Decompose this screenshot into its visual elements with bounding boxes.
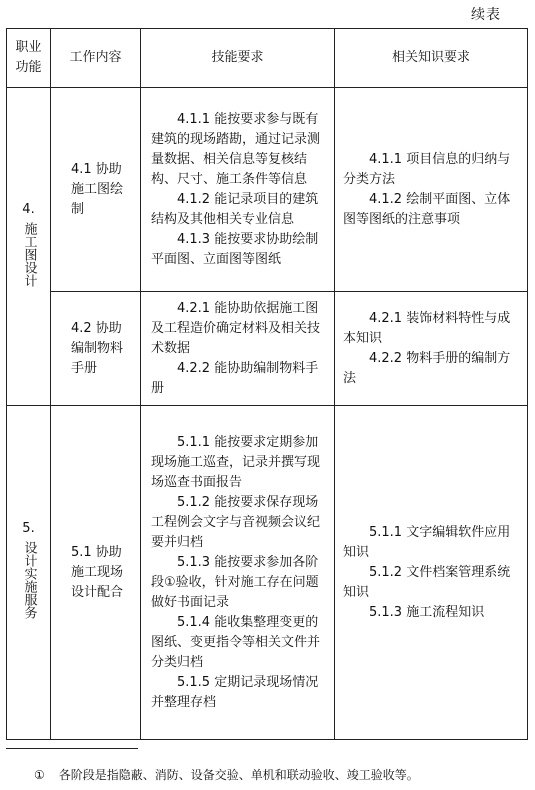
- function-name: 设计实施服务: [21, 541, 37, 619]
- knowledge-item: 5.1.3 施工流程知识: [369, 604, 485, 620]
- function-number: 5.: [22, 521, 35, 536]
- header-row: [7, 29, 528, 88]
- function-cell-4: [7, 88, 51, 406]
- work-cell: 4.2 协助编制物料手册: [51, 292, 141, 406]
- work-cell: 4.1 协助施工图绘制: [51, 88, 141, 292]
- function-number: 4.: [22, 201, 35, 217]
- table-row: [7, 406, 528, 740]
- header-knowledge: 相关知识要求: [335, 29, 528, 88]
- function-name: 施工图设计: [21, 221, 37, 287]
- skill-item: 5.1.5 定期记录现场情况并整理存档: [151, 674, 319, 710]
- header-function: 职业功能: [7, 29, 51, 88]
- skill-item: 4.2.2 能协助编制物料手册: [151, 360, 319, 396]
- skill-cell: [141, 406, 335, 740]
- table-row: [7, 88, 528, 292]
- skills-table: [6, 28, 528, 740]
- continued-label: 续表: [471, 7, 501, 23]
- function-cell-5: [7, 406, 51, 740]
- table-row: [7, 292, 528, 406]
- skill-item: 5.1.1 能按要求定期参加现场施工巡查，记录并撰写现场巡查书面报告: [151, 434, 321, 490]
- knowledge-item: 4.1.2 绘制平面图、立体图等图纸的注意事项: [343, 191, 511, 227]
- skill-cell: [141, 88, 335, 292]
- knowledge-item: 4.2.1 装饰材料特性与成本知识: [343, 310, 511, 346]
- skill-item: 5.1.4 能收集整理变更的图纸、变更指令等相关文件并分类归档: [151, 614, 321, 670]
- skill-item: 5.1.3 能按要求参加各阶段①验收，针对施工存在问题做好书面记录: [151, 554, 319, 610]
- footnote-mark: ①: [34, 768, 45, 782]
- skill-item: 4.2.1 能协助依据施工图及工程造价确定材料及相关技术数据: [151, 300, 321, 356]
- footnote-divider: [6, 748, 138, 749]
- knowledge-item: 4.1.1 项目信息的归纳与分类方法: [343, 151, 511, 187]
- knowledge-item: 5.1.2 文件档案管理系统知识: [343, 564, 511, 600]
- skill-item: 4.1.3 能按要求协助绘制平面图、立面图等图纸: [151, 231, 319, 267]
- knowledge-cell: [335, 292, 528, 406]
- skill-item: 5.1.2 能按要求保存现场工程例会文字与音视频会议纪要并归档: [151, 494, 321, 550]
- header-work: 工作内容: [51, 29, 141, 88]
- knowledge-item: 5.1.1 文字编辑软件应用知识: [343, 524, 511, 560]
- skill-item: 4.1.1 能按要求参与既有建筑的现场踏勘，通过记录测量数据、相关信息等复核结构、尺寸、施工条件等信息: [151, 111, 321, 187]
- knowledge-item: 4.2.2 物料手册的编制方法: [343, 350, 511, 386]
- footnote: [34, 766, 419, 783]
- footnote-text: 各阶段是指隐蔽、消防、设备交验、单机和联动验收、竣工验收等。: [58, 768, 419, 782]
- skill-item: 4.1.2 能记录项目的建筑结构及其他相关专业信息: [151, 191, 319, 227]
- skill-cell: [141, 292, 335, 406]
- work-cell: 5.1 协助施工现场设计配合: [51, 406, 141, 740]
- knowledge-cell: [335, 88, 528, 292]
- header-skill: 技能要求: [141, 29, 335, 88]
- knowledge-cell: [335, 406, 528, 740]
